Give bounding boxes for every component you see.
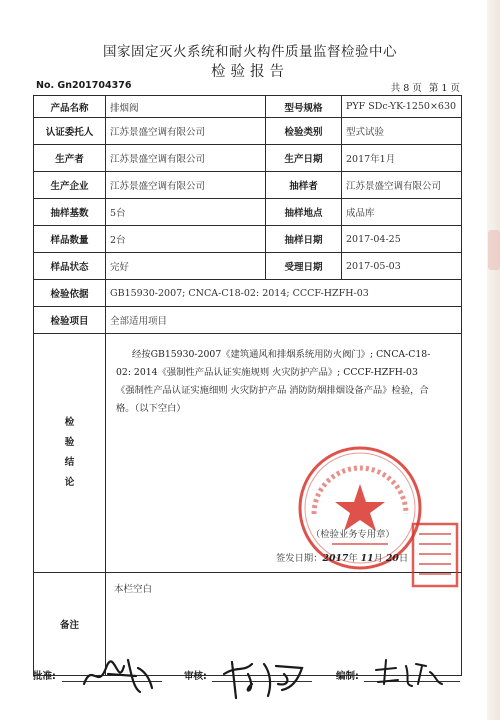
basis-value: GB15930-2007; CNCA-C18-02: 2014; CCCF-HZFH-03 xyxy=(106,280,462,307)
table-row-basis xyxy=(34,280,462,307)
table-row xyxy=(34,199,462,226)
field-label: 抽样者 xyxy=(266,172,342,199)
issue-date: 签发日期：2017年 11月 20日 xyxy=(276,553,409,564)
report-number: No. Gn201704376 xyxy=(36,80,132,91)
field-value: 完好 xyxy=(106,253,266,280)
table-row xyxy=(34,172,462,199)
field-label: 生产者 xyxy=(34,145,106,172)
field-value: 5台 xyxy=(106,199,266,226)
field-value: 型式试验 xyxy=(342,118,462,145)
field-value: 2017年1月 xyxy=(342,145,462,172)
table-row xyxy=(34,96,462,118)
field-label: 产品名称 xyxy=(34,96,106,118)
organization-name: 国家固定灭火系统和耐火构件质量监督检验中心 xyxy=(103,44,397,60)
field-label: 生产日期 xyxy=(266,145,342,172)
field-value: 排烟阀 xyxy=(106,96,266,118)
field-label: 样品状态 xyxy=(34,253,106,280)
table-row-conclusion xyxy=(34,334,462,573)
conclusion-text: 经按GB15930-2007《建筑通风和排烟系统用防火阀门》; CNCA-C18-02: 2014《强制性产品认证实施规则 火灾防护产品》; CCCF-HZFH-03《强制性产品认证实施细则 火灾防护产品 消防防烟排烟设备产品》检验，合格。（以下空白） xyxy=(116,349,431,414)
remark-value: 本栏空白 xyxy=(114,584,153,595)
field-value: 成品库 xyxy=(342,199,462,226)
approver-signature xyxy=(78,654,158,698)
table-row-items xyxy=(34,307,462,334)
table-row xyxy=(34,118,462,145)
field-value: 江苏景盛空调有限公司 xyxy=(106,172,266,199)
document-title: 检验报告 xyxy=(211,64,289,80)
field-label: 样品数量 xyxy=(34,226,106,253)
approve-label: 批准: xyxy=(33,671,56,682)
compiler-signature xyxy=(370,654,450,694)
conclusion-cell xyxy=(106,334,462,573)
field-label: 受理日期 xyxy=(266,253,342,280)
table-row xyxy=(34,226,462,253)
field-value: 2017-05-03 xyxy=(342,253,462,280)
field-value: 江苏景盛空调有限公司 xyxy=(342,172,462,199)
field-label: 认证委托人 xyxy=(34,118,106,145)
page-total: 共 8 页 xyxy=(390,83,422,94)
inspection-table xyxy=(33,95,462,676)
items-label: 检验项目 xyxy=(34,307,106,334)
remark-label: 备注 xyxy=(34,573,106,676)
items-value: 全部适用项目 xyxy=(106,307,462,334)
page-current: 第 1 页 xyxy=(428,83,460,94)
page-info xyxy=(387,80,460,94)
agency-stamp-label: （检验业务专用章） xyxy=(311,529,395,540)
field-value: 江苏景盛空调有限公司 xyxy=(106,145,266,172)
field-label: 检验类别 xyxy=(266,118,342,145)
field-label: 抽样地点 xyxy=(266,199,342,226)
field-label: 型号规格 xyxy=(266,96,342,118)
field-value: PYF SDc-YK-1250×630 xyxy=(342,96,462,118)
field-label: 抽样日期 xyxy=(266,226,342,253)
field-label: 抽样基数 xyxy=(34,199,106,226)
basis-label: 检验依据 xyxy=(34,280,106,307)
compile-label: 编制: xyxy=(336,671,359,682)
field-value: 2017-04-25 xyxy=(342,226,462,253)
table-row xyxy=(34,253,462,280)
signature-row xyxy=(0,660,500,700)
field-value: 江苏景盛空调有限公司 xyxy=(106,118,266,145)
field-label: 生产企业 xyxy=(34,172,106,199)
page-edge-shadow xyxy=(487,0,500,720)
field-value: 2台 xyxy=(106,226,266,253)
reviewer-signature xyxy=(218,654,310,702)
conclusion-label: 检 验 结 论 xyxy=(34,334,106,573)
edge-stain xyxy=(488,230,500,270)
review-label: 审核: xyxy=(184,671,207,682)
table-row xyxy=(34,145,462,172)
